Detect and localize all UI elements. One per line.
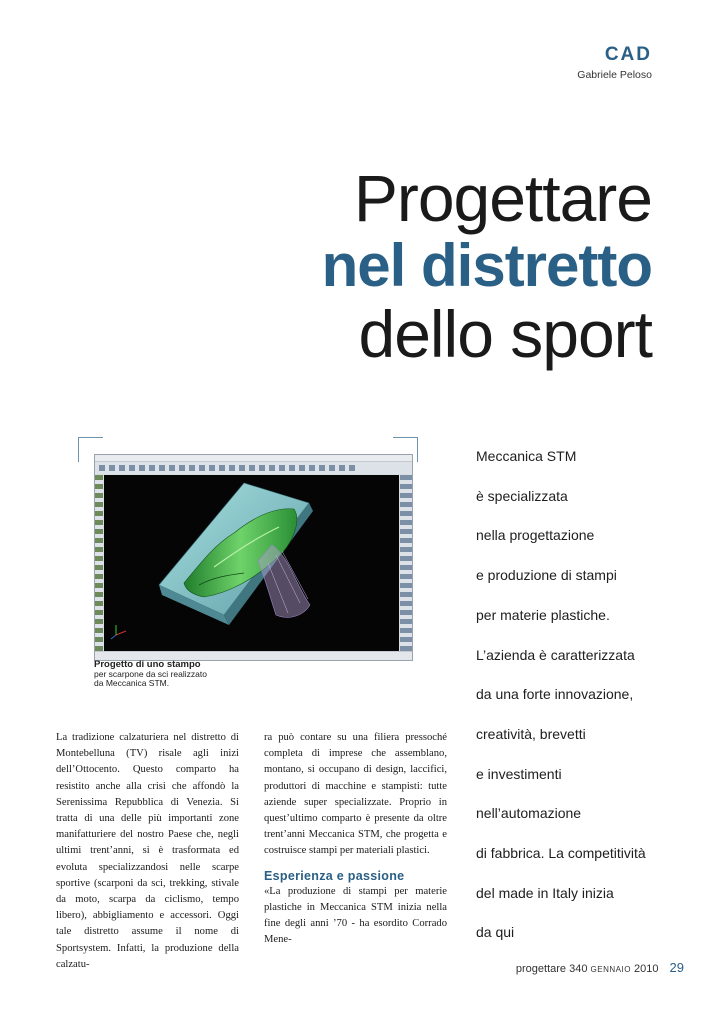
pullquote-line: da una forte innovazione, [476, 686, 634, 703]
body-paragraph-2: ra può contare su una filiera pressoché completa di imprese che assemblano, montano, si occupano di design, laccifici, produttori di macchine e stampisti: tutte aziende super specializzate. Proprio in quest’ultimo comparto è presente da oltre trent’anni Meccanica STM, che progetta e costruisce stampi per materiali plastici. [264, 732, 447, 857]
pullquote-line: L’azienda è caratterizzata [476, 646, 635, 663]
pullquote-line: e investimenti [476, 765, 562, 782]
pullquote-line: di fabbrica. La competitività [476, 845, 646, 862]
caption-line-2: da Meccanica STM. [94, 678, 170, 688]
cad-viewport [104, 475, 399, 651]
pullquote-line: Meccanica STM [476, 448, 577, 464]
footer-year: 2010 [633, 963, 659, 975]
body-paragraph-3: «La produzione di stampi per materie plastiche in Meccanica STM inizia nella fine degli anni ’70 - ha esordito Corrado Mene- [264, 885, 447, 946]
figure-caption [94, 660, 207, 689]
subheading: Esperienza e passione [264, 868, 405, 883]
caption-title: Progetto di uno stampo [94, 659, 201, 670]
cad-left-toolbar [95, 475, 103, 652]
pullquote-line: creatività, brevetti [476, 725, 586, 742]
cad-screenshot [94, 454, 413, 661]
cad-toolbar [95, 462, 412, 474]
article-title [321, 161, 652, 371]
pullquote-line: e produzione di stampi [476, 567, 617, 584]
author-name: Gabriele Peloso [577, 69, 652, 81]
page-number: 29 [669, 960, 684, 975]
footer-magazine: progettare 340 [515, 963, 588, 975]
section-tag: CAD [604, 44, 652, 65]
cad-right-toolbar [400, 475, 412, 652]
title-line-1: Progettare [353, 161, 652, 235]
pullquote-line: nella progettazione [476, 527, 595, 544]
title-line-2: nel distretto [321, 232, 652, 299]
pullquote-line: è specializzata [476, 487, 568, 504]
mold-model-drawing [104, 475, 399, 651]
body-paragraph-1: La tradizione calzaturiera nel distretto di Montebelluna (TV) risale agli inizi dell’Ottocento. Questo comparto ha resistito anche alla crisi che affondò la Serenissima Repubblica di Venezia. Si tratta di una delle più importanti zone manifatturiere del nostro Paese che, negli ultimi trent’anni, si è trasformata ed evoluta specializzandosi nelle scarpe sportive (scarponi da sci, trekking, stivale da moto, scarpa da ciclismo, tempo libero), abbigliamento e accessori. Oggi tale distretto assume il nome di Sportsystem. Infatti, la produzione della calzatu- [56, 732, 239, 970]
cad-menubar [95, 455, 412, 462]
boot-shell-wireframe [258, 545, 310, 617]
title-line-3: dello sport [358, 297, 652, 371]
axis-triad [111, 625, 126, 639]
pullquote [476, 437, 676, 953]
body-column-1 [56, 730, 239, 973]
pullquote-line: del made in Italy inizia [476, 884, 614, 901]
pullquote-line: da qui [476, 924, 515, 941]
footer-month: GENNAIO [590, 965, 631, 974]
caption-line-1: per scarpone da sci realizzato [94, 668, 207, 679]
body-column-2 [264, 730, 447, 948]
page-footer [516, 960, 684, 975]
pullquote-line: nell’automazione [476, 805, 582, 822]
pullquote-line: per materie plastiche. [476, 606, 610, 623]
